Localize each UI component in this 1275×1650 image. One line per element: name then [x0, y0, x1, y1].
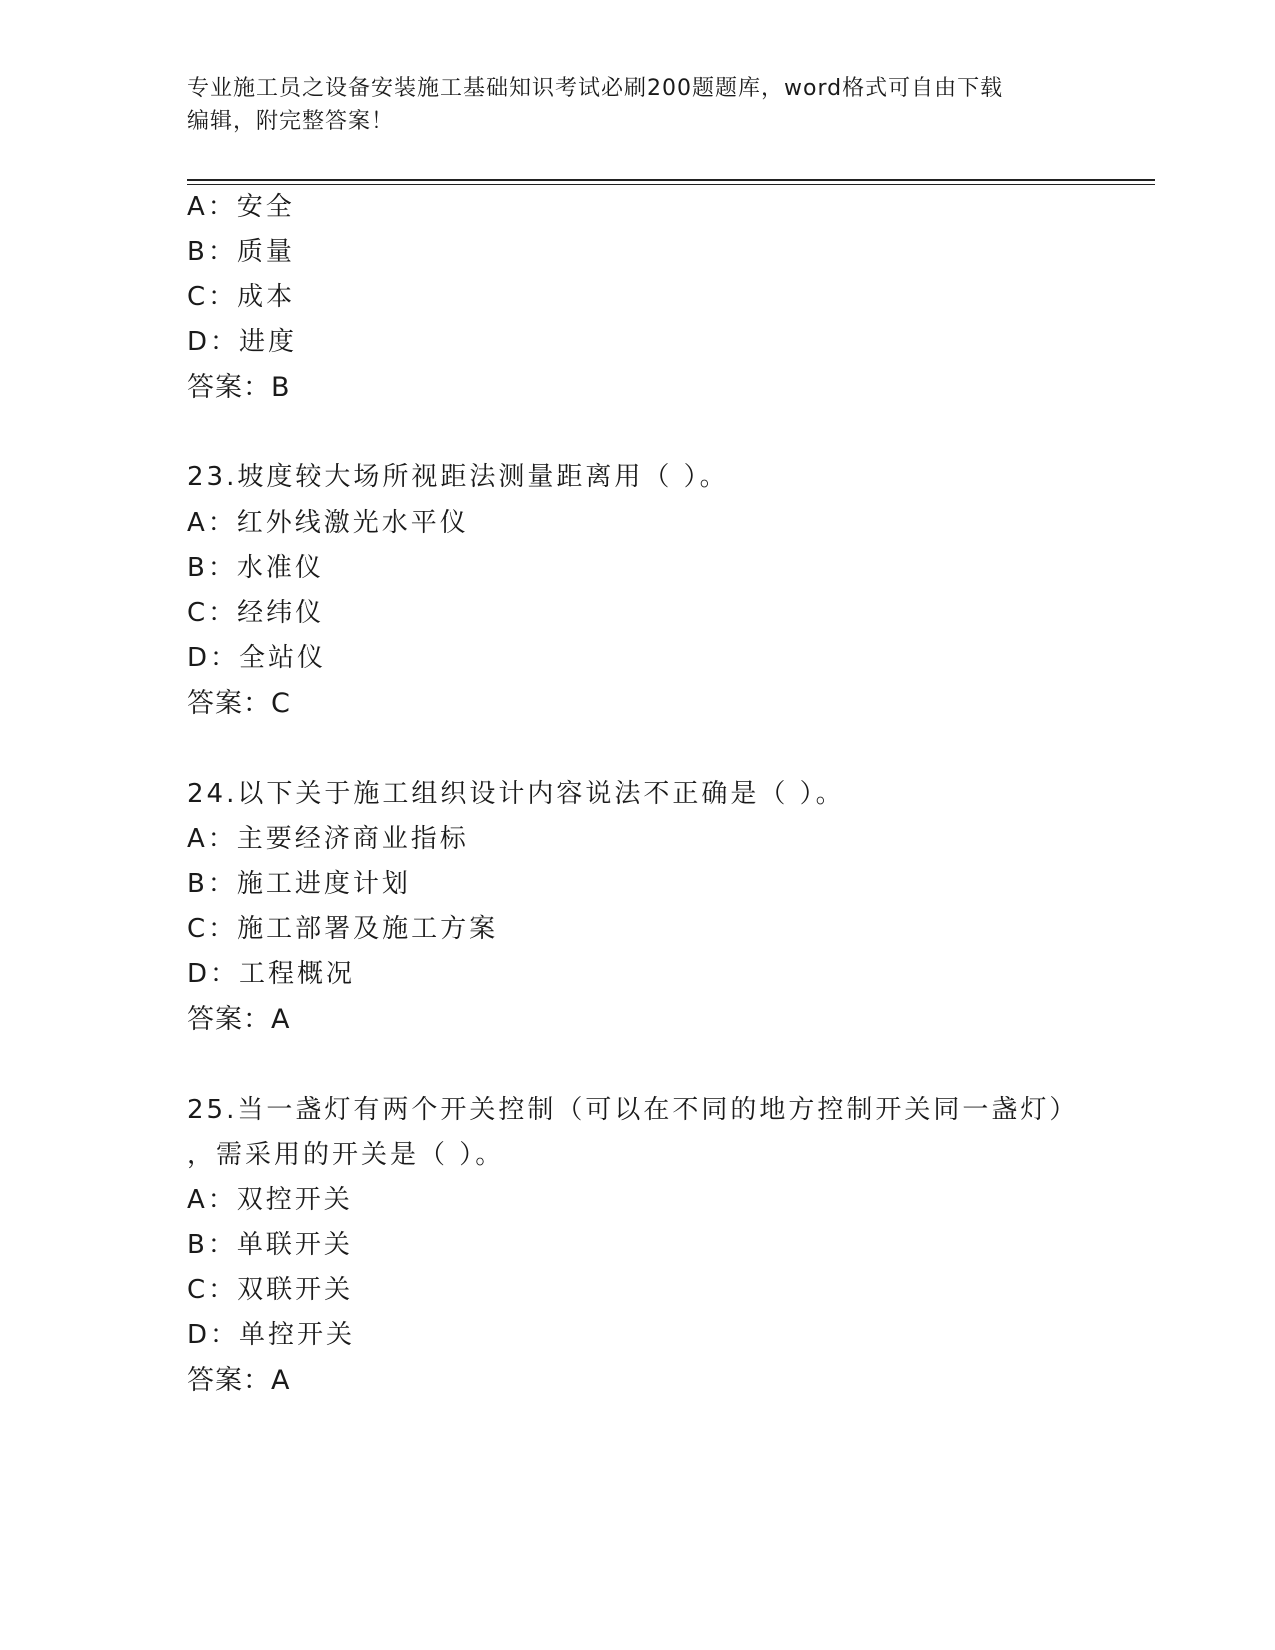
q24-option-a: A：主要经济商业指标: [187, 824, 469, 854]
q22-option-d: D：进度: [187, 327, 298, 357]
header-divider-bottom: [187, 184, 1155, 185]
q23-option-a: A：红外线激光水平仪: [187, 508, 469, 538]
q24-answer: 答案：A: [187, 1004, 291, 1035]
q23-option-b: B：水准仪: [187, 553, 324, 583]
header-divider-top: [187, 179, 1155, 181]
q24-option-c: C：施工部署及施工方案: [187, 914, 499, 944]
q25-question-line1: 25.当一盏灯有两个开关控制（可以在不同的地方控制开关同一盏灯）: [187, 1095, 1079, 1125]
q23-question: 23.坡度较大场所视距法测量距离用（ ）。: [187, 462, 729, 492]
q23-answer: 答案：C: [187, 688, 291, 719]
q22-option-c: C：成本: [187, 282, 296, 312]
document-header: [187, 72, 1067, 138]
q25-question-line2: ，需采用的开关是（ ）。: [187, 1140, 505, 1170]
q25-option-d: D：单控开关: [187, 1320, 356, 1350]
q23-option-c: C：经纬仪: [187, 598, 325, 628]
q24-option-b: B：施工进度计划: [187, 869, 411, 899]
q25-option-b: B：单联开关: [187, 1230, 353, 1260]
q25-answer: 答案：A: [187, 1365, 291, 1396]
header-title-line1: 专业施工员之设备安装施工基础知识考试必刷200题题库，word格式可自由下载: [187, 76, 1004, 101]
q23-option-d: D：全站仪: [187, 643, 327, 673]
q22-option-b: B：质量: [187, 237, 295, 267]
q25-option-c: C：双联开关: [187, 1275, 354, 1305]
q24-question: 24.以下关于施工组织设计内容说法不正确是（ ）。: [187, 779, 845, 809]
q22-answer: 答案：B: [187, 372, 291, 403]
header-title-line2: 编辑，附完整答案！: [187, 109, 395, 134]
q25-option-a: A：双控开关: [187, 1185, 353, 1215]
q24-option-d: D：工程概况: [187, 959, 356, 989]
q22-option-a: A：安全: [187, 192, 295, 222]
